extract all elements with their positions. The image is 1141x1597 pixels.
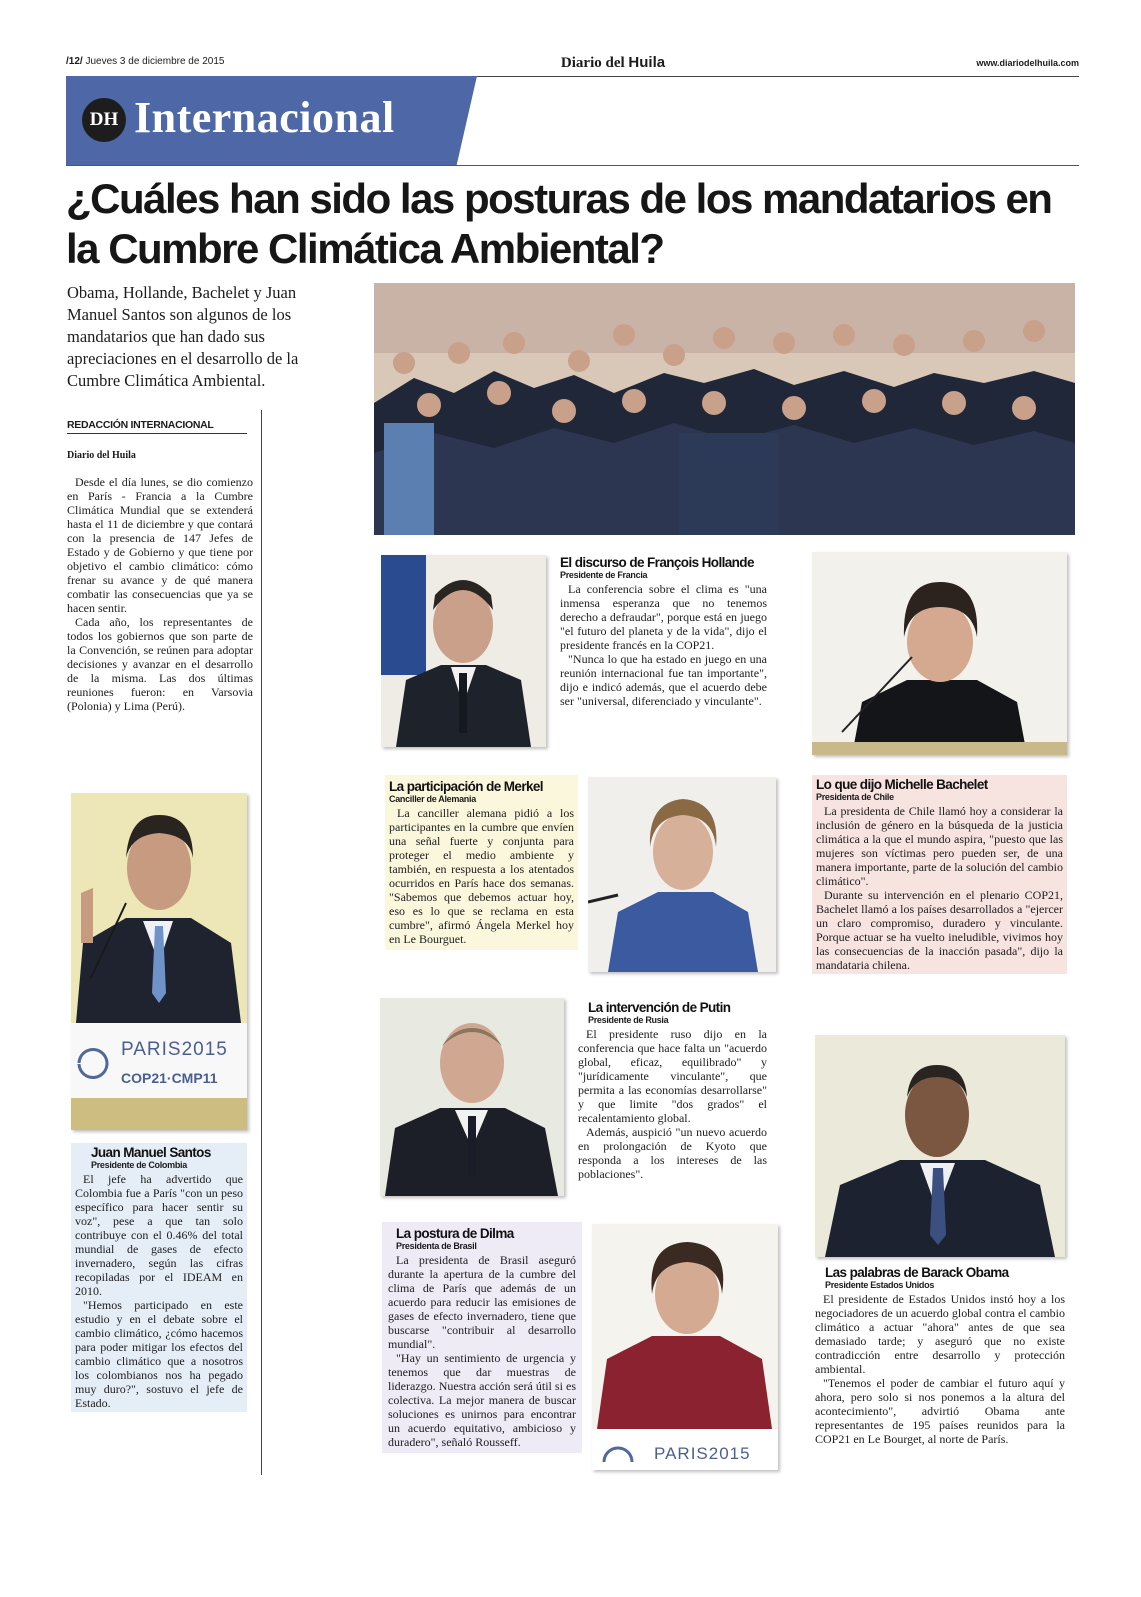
byline: REDACCIÓN INTERNACIONAL: [67, 419, 247, 434]
bachelet-photo-image: [812, 552, 1067, 755]
paris-logo-text: PARIS2015: [121, 1039, 228, 1060]
box-title: La participación de Merkel: [389, 779, 543, 794]
page-info: [66, 56, 224, 67]
intro-paragraph: Cada año, los representantes de todos los gobiernos que son parte de la Convención, se reúnen para adoptar decisiones y avanzar en el desarrollo de la misma. Las dos últimas reuniones fueron: en Varsovia (Polonia) y Lima (Perú).: [67, 615, 253, 713]
group-photo: [374, 283, 1075, 535]
box-title: El discurso de François Hollande: [560, 555, 754, 570]
santos-box: [71, 1143, 247, 1412]
santos-photo-image: [71, 793, 247, 1130]
box-paragraph: La presidenta de Brasil aseguró durante la apertura de la cumbre del clima de París que además de un acuerdo para reducir las emisiones de gases de efecto invernadero, tiene que buscarse "contribuir al desarrollo mundial".: [388, 1253, 576, 1351]
section-title: Internacional: [134, 93, 395, 142]
putin-photo-image: [380, 998, 564, 1196]
merkel-box: [385, 775, 578, 950]
box-body: [816, 804, 1063, 972]
box-paragraph: "Nunca lo que ha estado en juego en una reunión internacional fue tan importante", dijo e indicó además, que el acuerdo debe ser "universal, diferenciado y vinculante".: [560, 652, 767, 708]
issue-date: Jueves 3 de diciembre de 2015: [85, 56, 225, 67]
box-title: Las palabras de Barack Obama: [825, 1265, 1009, 1280]
box-body: [560, 582, 767, 708]
box-role: Presidente Estados Unidos: [825, 1280, 935, 1290]
box-title: Juan Manuel Santos: [91, 1145, 211, 1160]
article-source: Diario del Huila: [67, 450, 136, 461]
box-paragraph: "Tenemos el poder de cambiar el futuro aquí y ahora, pero solo si nos ponemos a la altura del acontecimiento", advirtió Obama ante representantes de 195 países reunidos para la COP21 en Le Bourget, al norte de París.: [815, 1376, 1065, 1446]
merkel-photo-image: [588, 777, 776, 972]
box-body: [388, 1253, 576, 1449]
article-headline: ¿Cuáles han sido las posturas de los mandatarios en la Cumbre Climática Ambiental?: [66, 175, 1052, 272]
box-paragraph: El jefe ha advertido que Colombia fue a París "con un peso específico para hacer sentir su voz", pese a que tan solo contribuye con el 0.46% del total mundial de gases de efecto invernadero, según las cifras recopiladas por el IDEAM en 2010.: [75, 1172, 243, 1298]
box-body: [389, 806, 574, 946]
newspaper-name-part-2: Huila: [628, 54, 666, 71]
article-lead: Obama, Hollande, Bachelet y Juan Manuel Santos son algunos de los mandatarios que han dado sus apreciaciones en el desarrollo de la Cumbre Climática Ambiental.: [67, 283, 299, 390]
box-title: La postura de Dilma: [396, 1226, 514, 1241]
bachelet-box: [812, 775, 1067, 974]
box-role: Canciller de Alemania: [389, 794, 476, 804]
intro-paragraph: Desde el día lunes, se dio comienzo en París - Francia a la Cumbre Climática Mundial que se extenderá hasta el 11 de diciembre y que contará con la presencia de 147 Jefes de Estado y de Gobierno y que tiene por objetivo el cambio climático: cómo frenar su avance y de qué manera combatir las consecuencias que ya se hacen sentir.: [67, 475, 253, 615]
box-role: Presidente de Francia: [560, 570, 648, 580]
box-title: La intervención de Putin: [588, 1000, 731, 1015]
box-role: Presidente de Colombia: [91, 1160, 187, 1170]
obama-box: [815, 1265, 1065, 1446]
box-paragraph: El presidente de Estados Unidos instó hoy a los negociadores de un acuerdo global contra el cambio climático a actuar "ahora" antes de que sea demasiado tarde; y aseguró que no existe contradicción entre desarrollo y protección ambiental.: [815, 1292, 1065, 1376]
newspaper-name-part-1: Diario del: [560, 55, 625, 71]
box-body: [578, 1027, 767, 1181]
cop-logo-text: COP21·CMP11: [121, 1070, 218, 1086]
obama-photo: [815, 1035, 1065, 1257]
page-header: [66, 54, 1079, 77]
website-link[interactable]: www.diariodelhuila.com: [976, 58, 1079, 68]
box-paragraph: La presidenta de Chile llamó hoy a considerar la inclusión de género en la búsqueda de la justicia climática a la que el mundo aspira, "puesto que las mujeres son víctimas pero pueden ser, de una manera importante, parte de la solución del cambio climático".: [816, 804, 1063, 888]
intro-body: [67, 475, 253, 713]
box-paragraph: La conferencia sobre el clima es "una inmensa esperanza que no tenemos derecho a defraudar", porque está en juego "el futuro del planeta y de la vida", dijo el presidente francés en la COP21.: [560, 582, 767, 652]
obama-photo-image: [815, 1035, 1065, 1257]
box-paragraph: La canciller alemana pidió a los participantes en la cumbre que envíen una señal fuerte y conjunta para proteger el medio ambiente y también, en respuesta a los atentados ocurridos en París hace dos semanas. "Sabemos que debemos actuar hoy, eso es lo que se reclama en esta cumbre", afirmó Ángela Merkel hoy en Le Bourguet.: [389, 806, 574, 946]
box-paragraph: "Hay un sentimiento de urgencia y tenemos que dar muestras de liderazgo. Nuestra acción será útil si es colectiva. La mejor manera de buscar soluciones es unirnos para encontrar un acuerdo equitativo, ambicioso y duradero", señaló Rousseff.: [388, 1351, 576, 1449]
box-role: Presidente de Rusia: [588, 1015, 669, 1025]
page-number: /12/: [66, 56, 83, 67]
hollande-box: [560, 555, 767, 708]
merkel-photo: [588, 777, 776, 972]
box-paragraph: "Hemos participado en este estudio y en el debate sobre el cambio climático, ¿cómo hacemos para poder mitigar los efectos del cambio climático que a nosotros los colombianos nos ha pegado muy duro?", sostuvo el jefe de Estado.: [75, 1298, 243, 1410]
banner-divider: [66, 165, 1079, 166]
box-body: [815, 1292, 1065, 1446]
column-rule: [261, 410, 262, 1475]
box-paragraph: Además, auspició "un nuevo acuerdo en prolongación de Kyoto que responda a los intereses de las poblaciones".: [578, 1125, 767, 1181]
box-role: Presidenta de Brasil: [396, 1241, 477, 1251]
box-paragraph: El presidente ruso dijo en la conferencia que hace falta un "acuerdo global, eficaz, equilibrado" y "jurídicamente vinculante", que permita a las economías desarrollarse" y que limite "dos grados" el recalentamiento global.: [578, 1027, 767, 1125]
box-body: [75, 1172, 243, 1410]
newspaper-name: [513, 54, 713, 72]
paris-logo-text: PARIS2015: [654, 1444, 751, 1463]
hollande-photo: [381, 555, 546, 747]
santos-photo: [71, 793, 247, 1130]
section-logo: DH: [82, 98, 126, 142]
putin-photo: [380, 998, 564, 1196]
dilma-photo-image: [592, 1224, 778, 1470]
bachelet-photo: [812, 552, 1067, 755]
dilma-box: [382, 1222, 582, 1453]
dilma-photo: [592, 1224, 778, 1470]
box-paragraph: Durante su intervención en el plenario COP21, Bachelet llamó a los países desarrollados a "ejercer un claro compromiso, duradero y vinculante. Porque actuar se ha vuelto ineludible, vivimos hoy las consecuencias de la inacción pasada", dijo la mandataria chilena.: [816, 888, 1063, 972]
box-role: Presidenta de Chile: [816, 792, 894, 802]
box-title: Lo que dijo Michelle Bachelet: [816, 777, 988, 792]
hollande-photo-image: [381, 555, 546, 747]
group-photo-image: [374, 283, 1075, 535]
putin-box: [578, 1000, 767, 1181]
